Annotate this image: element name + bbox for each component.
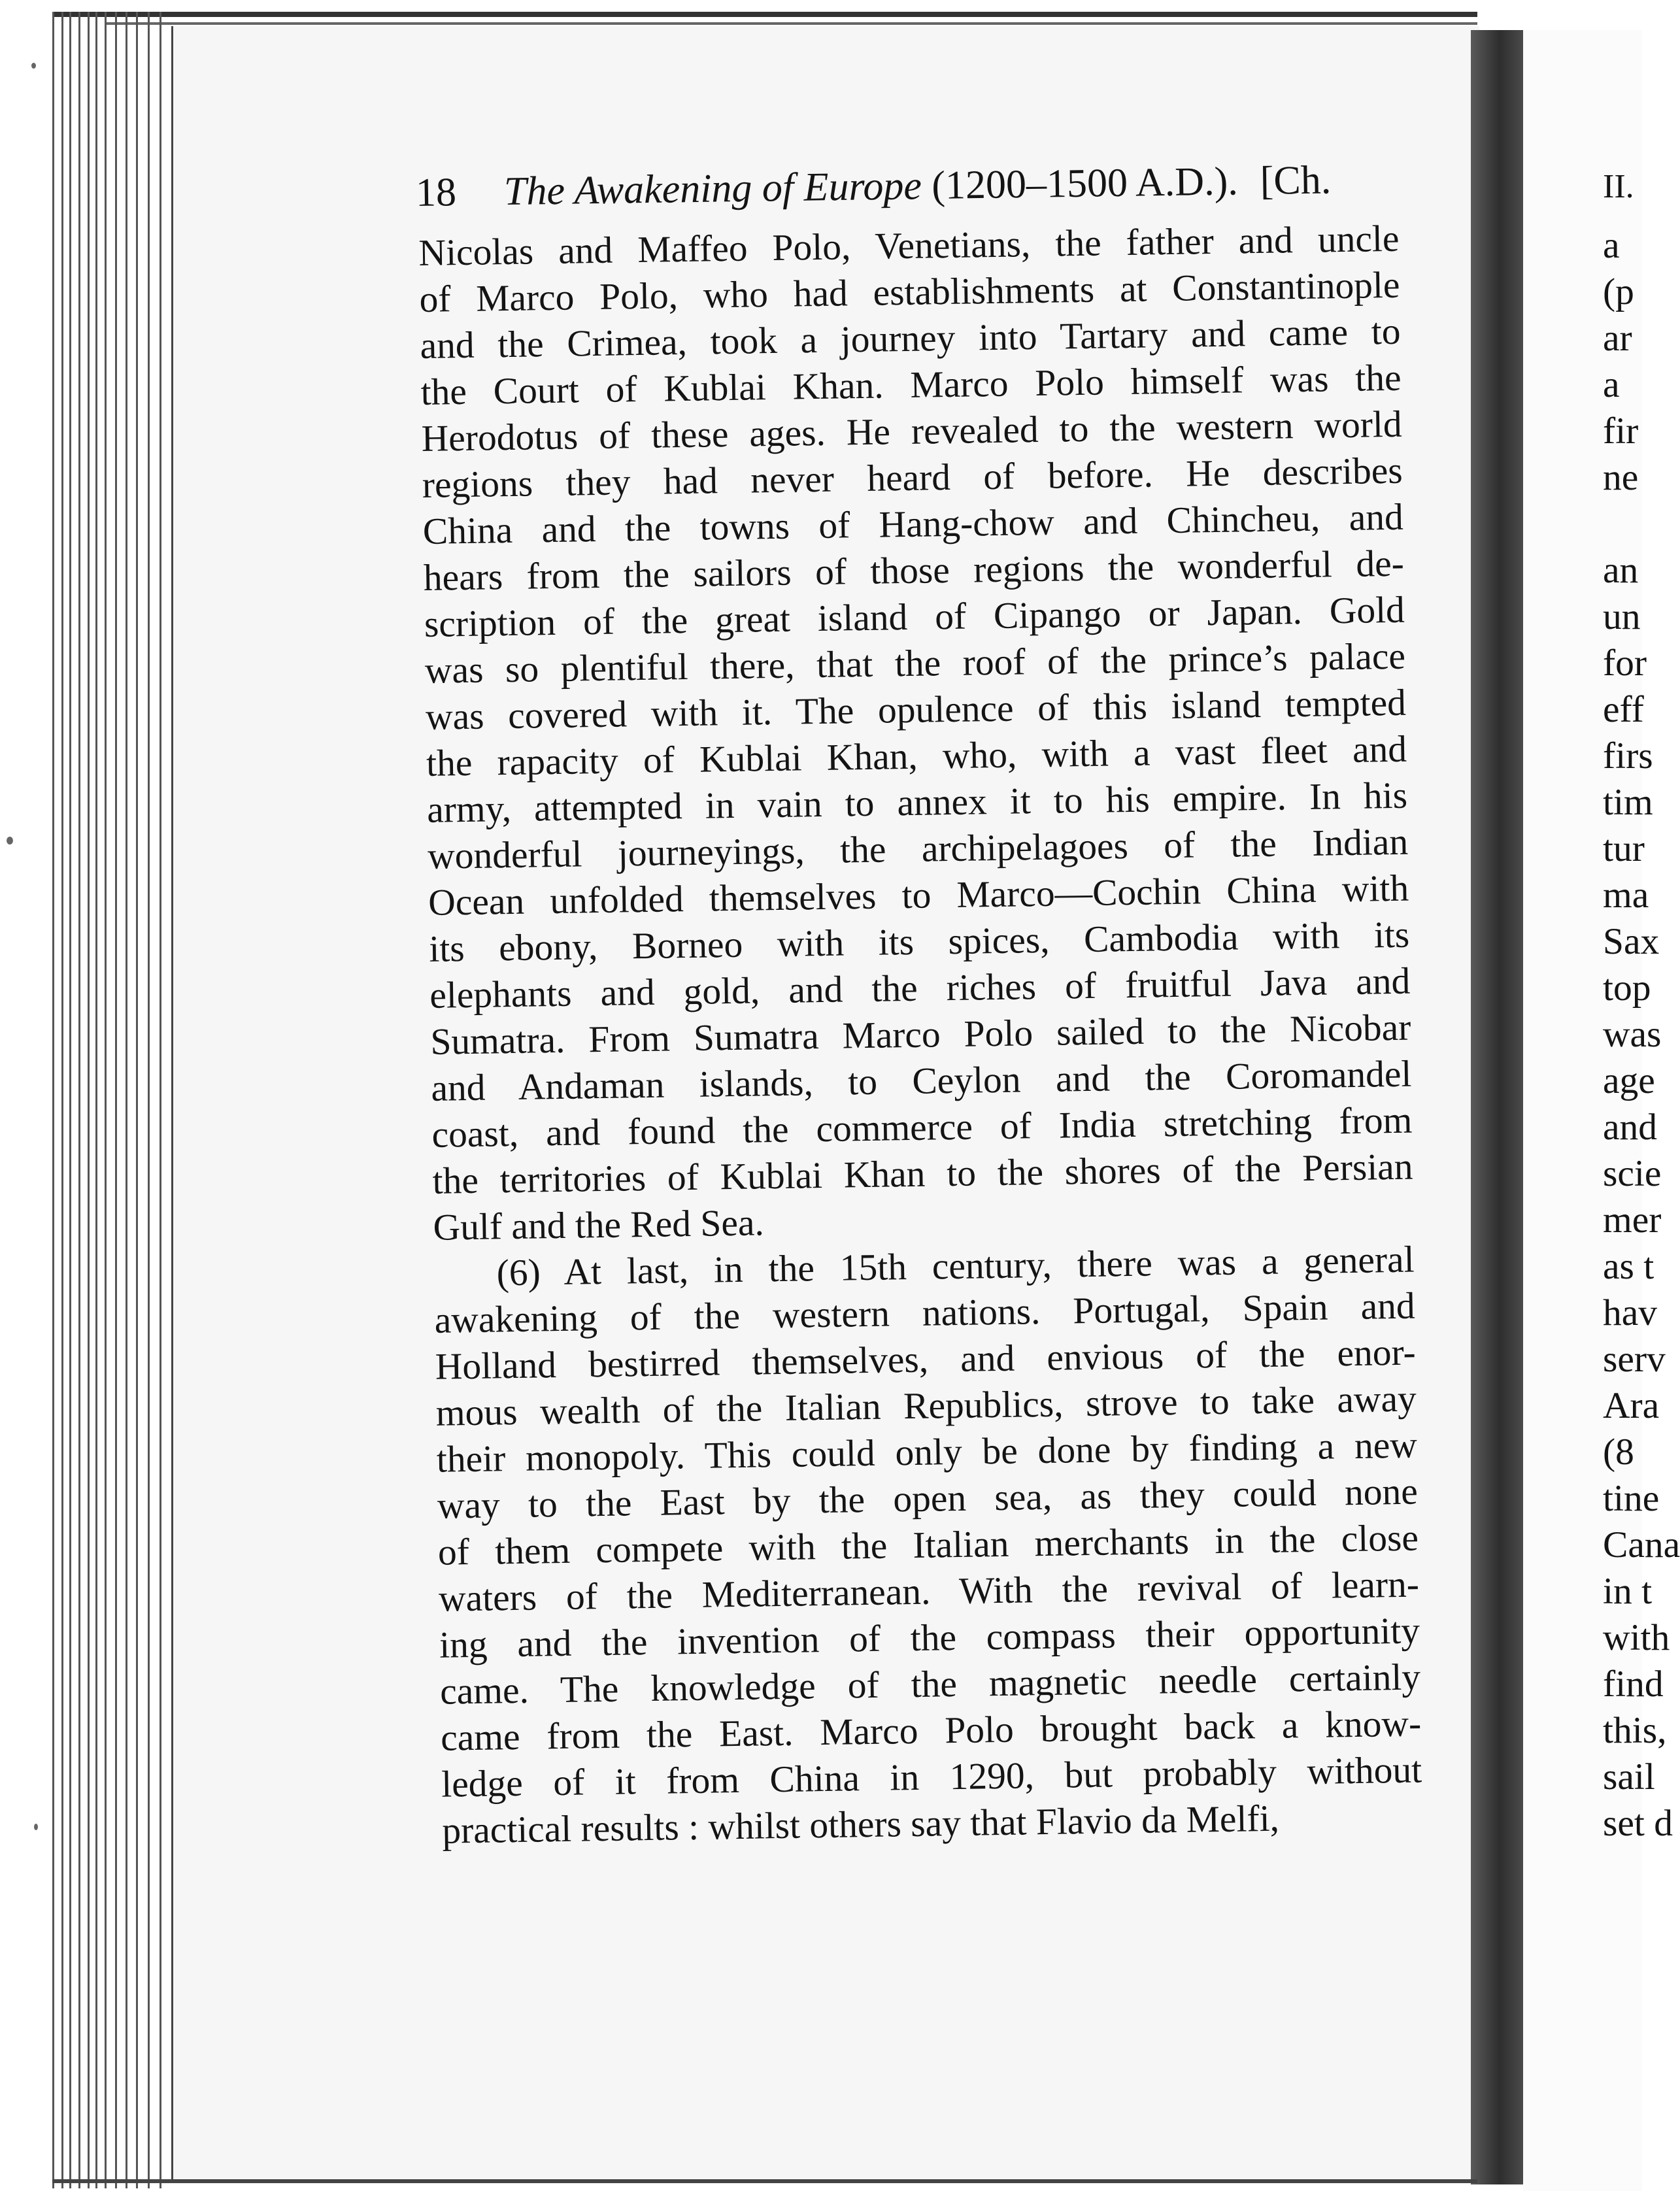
facing-page-fragment: set d [1603,1803,1673,1844]
facing-page-fragment: tur [1603,828,1645,869]
facing-page-fragment: this, [1603,1710,1667,1751]
facing-page-fragment: ar [1603,318,1632,359]
text-line: wonderful journeyings, the archipelagoes of the Indian [427,821,1409,877]
header-dates: (1200–1500 A.D.). [931,159,1239,208]
facing-page-fragment: ne [1603,457,1639,498]
scan-speck [34,1824,38,1830]
facing-page-fragment [1603,501,1642,547]
text-line: elephants and gold, and the riches of fruitful Java and [429,960,1411,1016]
facing-page-fragment: an [1603,550,1639,591]
text-line: awakening of the western nations. Portugal, Spain and [434,1285,1416,1341]
facing-page-fragment: mer [1603,1199,1662,1241]
page-edge-top [52,12,1477,17]
facing-page-fragment: ma [1603,875,1649,916]
text-line: the rapacity of Kublai Khan, who, with a vast fleet and [426,728,1407,784]
text-line: was covered with it. The opulence of this island tempted [425,682,1407,738]
scan-speck [31,63,36,69]
facing-page-fragment: tim [1603,782,1653,823]
text-line: and Andaman islands, to Ceylon and the Coromandel [431,1053,1412,1109]
scan-speck [7,837,13,845]
facing-page-fragment: serv [1603,1339,1666,1380]
facing-page-fragment: with [1603,1617,1670,1658]
text-line: the Court of Kublai Khan. Marco Polo himself was the [420,357,1402,413]
facing-page-fragment: scie [1603,1153,1662,1194]
page-edge-stack [52,12,183,2188]
facing-page-fragment: as t [1603,1246,1655,1287]
chapter-ref: [Ch. [1260,158,1332,203]
book-gutter [1471,30,1523,2184]
facing-page-fragment: and [1603,1107,1658,1148]
text-line: coast, and found the commerce of India stretching from [431,1099,1413,1156]
text-line: Herodotus of these ages. He revealed to the western world [421,403,1403,460]
facing-page-fragment: firs [1603,735,1653,777]
text-line: way to the East by the open sea, as they could none [437,1471,1419,1527]
text-line: came. The knowledge of the magnetic needle certainly [439,1656,1421,1713]
facing-page-fragment: tine [1603,1478,1660,1519]
facing-page-fragment: a [1603,225,1620,266]
facing-page-fragment: top [1603,967,1651,1009]
text-line: practical results : whilst others say that Flavio da Melfi, [441,1798,1280,1852]
facing-page-fragment: a [1603,364,1620,405]
text-line: was so plentiful there, that the roof of the prince’s palace [424,635,1406,692]
facing-page-header: II. [1603,168,1634,205]
text-line: Gulf and the Red Sea. [433,1202,765,1248]
text-line: hears from the sailors of those regions the wonderful de- [423,543,1405,599]
facing-page-fragment: hav [1603,1292,1658,1333]
facing-page-fragment: un [1603,596,1641,637]
facing-page-fragment: (8 [1603,1431,1634,1473]
text-line: and the Crimea, took a journey into Tartary and came to [420,310,1401,367]
text-line: came from the East. Marco Polo brought back a know- [440,1703,1422,1759]
page-edge-top-inner [105,22,1477,25]
facing-page-fragment: Sax [1603,921,1660,962]
text-line: Holland bestirred themselves, and envious of the enor- [435,1331,1417,1388]
facing-page-fragment: (p [1603,271,1634,312]
page-edge-bottom [52,2179,1477,2183]
text-line: Sumatra. From Sumatra Marco Polo sailed to the Nicobar [429,1007,1411,1063]
facing-page-fragment: fir [1603,410,1639,452]
text-line: China and the towns of Hang-chow and Chincheu, and [422,496,1404,552]
text-line: its ebony, Borneo with its spices, Cambodia with its [428,914,1410,970]
page-number: 18 [415,170,457,215]
book-title: The Awakening of Europe [503,163,922,214]
text-line: of them compete with the Italian merchants in the close [437,1517,1419,1573]
facing-page-fragment: find [1603,1664,1664,1705]
text-line: the territories of Kublai Khan to the shores of the Persian [432,1146,1413,1202]
text-line: their monopoly. This could only be done by finding a new [436,1424,1418,1480]
facing-page-fragment: age [1603,1060,1655,1101]
text-line: army, attempted in vain to annex it to his empire. In his [426,775,1408,831]
text-line: mous wealth of the Italian Republics, strove to take away [435,1378,1417,1434]
facing-page-fragment: Ara [1603,1385,1660,1426]
facing-page-text [1603,163,1680,1847]
body-text [418,216,1423,1854]
text-line: of Marco Polo, who had establishments at Constantinople [419,264,1400,320]
text-line: ledge of it from China in 1290, but probably without [441,1749,1422,1805]
facing-page-fragment: in t [1603,1571,1653,1612]
text-line: regions they had never heard of before. He describes [422,450,1403,506]
text-line: (6) At last, in the 15th century, there was a general [496,1239,1415,1294]
text-line: Nicolas and Maffeo Polo, Venetians, the father and uncle [418,218,1400,274]
facing-page-fragment: was [1603,1014,1662,1055]
facing-page-fragment: eff [1603,689,1644,730]
text-line: scription of the great island of Cipango or Japan. Gold [424,589,1405,645]
facing-page-fragment: Cana [1603,1524,1680,1565]
facing-page-fragment: for [1603,643,1647,684]
text-line: Ocean unfolded themselves to Marco—Cochin China with [428,867,1409,924]
facing-page-fragment: sail [1603,1756,1655,1798]
text-line: ing and the invention of the compass their opportunity [439,1610,1420,1666]
text-line: waters of the Mediterranean. With the revival of learn- [438,1564,1420,1620]
